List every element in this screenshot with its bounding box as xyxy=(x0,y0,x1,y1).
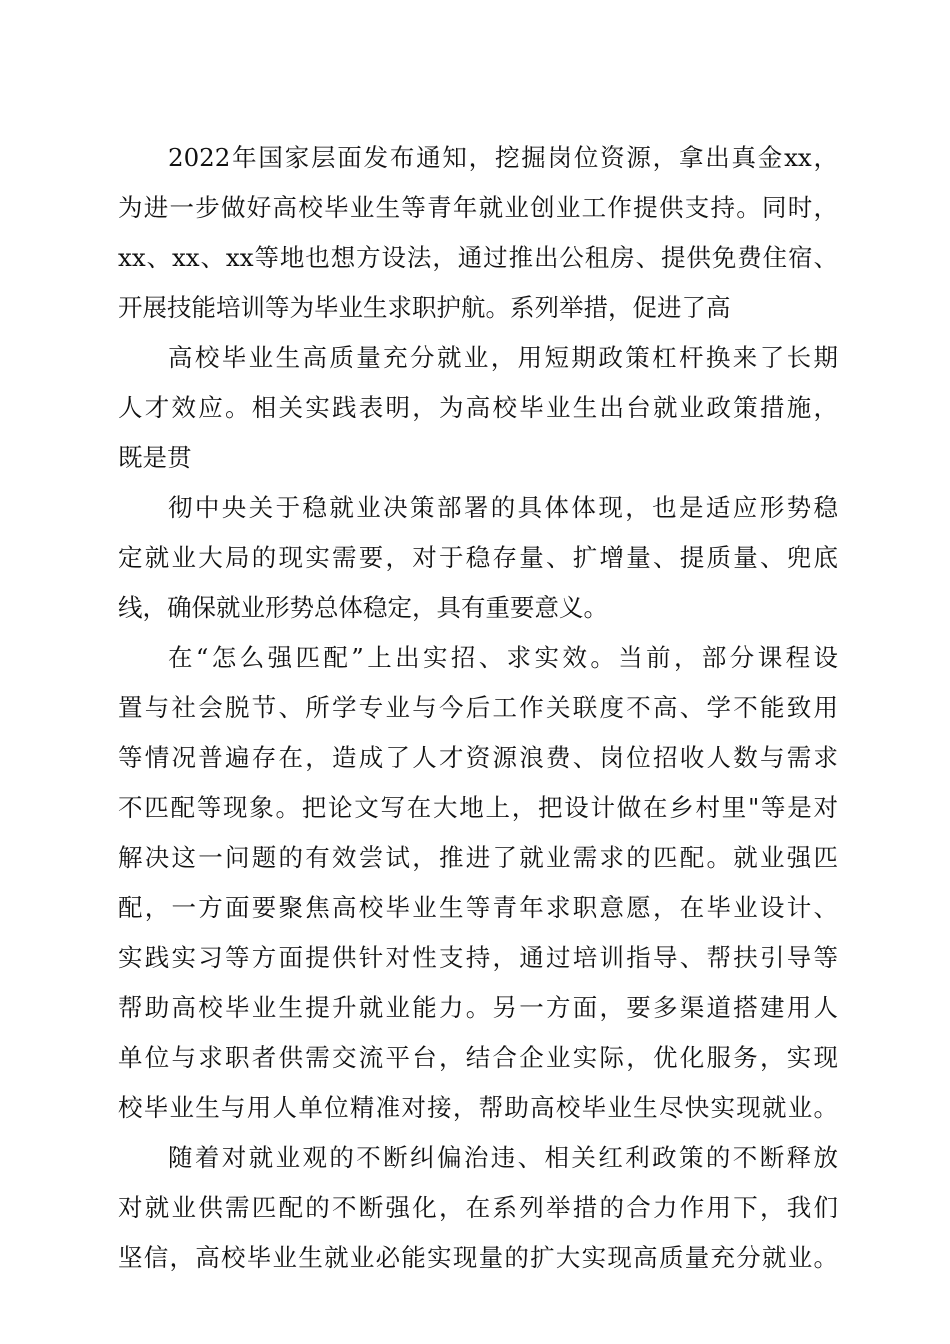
paragraph-2-line-3: 既是贯 xyxy=(118,443,192,472)
paragraph-1-line-1: 2022年国家层面发布通知，挖掘岗位资源，拿出真金xx， xyxy=(168,143,838,172)
paragraph-4-line-5: 解决这一问题的有效尝试，推进了就业需求的匹配。就业强匹 xyxy=(118,843,838,872)
paragraph-3-line-1: 彻中央关于稳就业决策部署的具体体现，也是适应形势稳 xyxy=(168,493,838,522)
paragraph-4-line-4: 不匹配等现象。把论文写在大地上，把设计做在乡村里"等是对 xyxy=(118,793,838,822)
paragraph-4-line-6: 配，一方面要聚焦高校毕业生等青年求职意愿，在毕业设计、 xyxy=(118,893,838,922)
paragraph-1-line-3: xx、xx、xx等地也想方设法，通过推出公租房、提供免费住宿、 xyxy=(118,243,838,272)
paragraph-3-line-3: 线，确保就业形势总体稳定，具有重要意义。 xyxy=(118,593,608,622)
paragraph-3-line-2: 定就业大局的现实需要，对于稳存量、扩增量、提质量、兜底 xyxy=(118,543,838,572)
paragraph-4-line-8: 帮助高校毕业生提升就业能力。另一方面，要多渠道搭建用人 xyxy=(118,993,838,1022)
paragraph-4-line-1: 在“怎么强匹配”上出实招、求实效。当前，部分课程设 xyxy=(168,643,838,672)
paragraph-5-line-2: 对就业供需匹配的不断强化，在系列举措的合力作用下，我们 xyxy=(118,1193,838,1222)
paragraph-4-line-10: 校毕业生与用人单位精准对接，帮助高校毕业生尽快实现就业。 xyxy=(118,1093,838,1122)
paragraph-1-line-2: 为进一步做好高校毕业生等青年就业创业工作提供支持。同时， xyxy=(118,193,838,222)
paragraph-4-line-2: 置与社会脱节、所学专业与今后工作关联度不高、学不能致用 xyxy=(118,693,838,722)
paragraph-5-line-1: 随着对就业观的不断纠偏治违、相关红利政策的不断释放 xyxy=(168,1143,838,1172)
paragraph-4-line-3: 等情况普遍存在，造成了人才资源浪费、岗位招收人数与需求 xyxy=(118,743,838,772)
paragraph-1-line-4: 开展技能培训等为毕业生求职护航。系列举措，促进了高 xyxy=(118,293,731,322)
paragraph-4-line-7: 实践实习等方面提供针对性支持，通过培训指导、帮扶引导等 xyxy=(118,943,838,972)
paragraph-2-line-2: 人才效应。相关实践表明，为高校毕业生出台就业政策措施， xyxy=(118,393,838,422)
paragraph-5-line-3: 坚信，高校毕业生就业必能实现量的扩大实现高质量充分就业。 xyxy=(118,1243,838,1272)
paragraph-2-line-1: 高校毕业生高质量充分就业，用短期政策杠杆换来了长期 xyxy=(168,343,838,372)
paragraph-4-line-9: 单位与求职者供需交流平台，结合企业实际，优化服务，实现 xyxy=(118,1043,838,1072)
